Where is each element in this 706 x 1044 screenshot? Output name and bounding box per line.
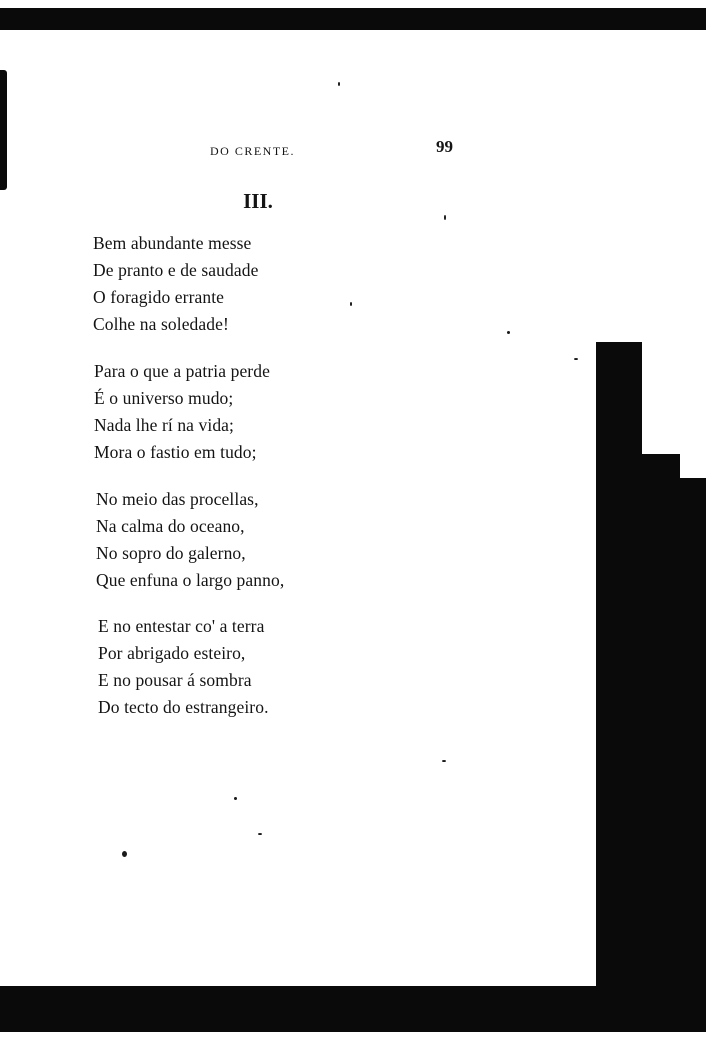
scan-speck <box>574 358 578 360</box>
poem-line: No meio das procellas, <box>96 489 259 509</box>
poem-line: Mora o fastio em tudo; <box>94 442 257 462</box>
poem-line: E no entestar co' a terra <box>98 616 265 636</box>
scan-top-border-strip <box>0 27 706 37</box>
scan-speck <box>444 215 446 220</box>
stanza <box>94 358 270 466</box>
scan-bottom-border <box>0 986 706 1032</box>
poem-line: Na calma do oceano, <box>96 516 245 536</box>
poem-line: Nada lhe rí na vida; <box>94 415 235 435</box>
scan-speck <box>507 331 510 334</box>
scan-right-edge-notch <box>596 342 642 432</box>
poem-line: É o universo mudo; <box>94 388 234 408</box>
poem-line: O foragido errante <box>93 287 225 307</box>
poem-line: De pranto e de saudade <box>93 260 259 280</box>
poem-line: Por abrigado esteiro, <box>98 643 246 663</box>
scan-speck <box>338 82 340 86</box>
scan-left-edge-shadow <box>0 70 7 190</box>
scan-right-edge-gap <box>642 342 706 454</box>
section-number: III. <box>243 189 273 213</box>
poem-line: Bem abundante messe <box>93 233 252 253</box>
poem-line: Colhe na soledade! <box>93 314 229 334</box>
stanza <box>93 230 258 338</box>
running-head: DO CRENTE. <box>210 144 295 158</box>
poem-line: E no pousar á sombra <box>98 670 252 690</box>
scan-speck <box>122 851 127 857</box>
page-number: 99 <box>436 137 453 156</box>
scan-speck <box>350 302 352 306</box>
scan-speck <box>258 833 262 835</box>
scan-speck <box>234 797 237 800</box>
poem-line: No sopro do galerno, <box>96 543 246 563</box>
stanza <box>98 613 269 721</box>
stanza <box>96 486 284 594</box>
poem-line: Que enfuna o largo panno, <box>96 570 285 590</box>
scan-speck <box>442 760 446 762</box>
scan-right-edge-gap-lower <box>680 454 706 478</box>
poem-line: Do tecto do estrangeiro. <box>98 697 269 717</box>
poem-line: Para o que a patria perde <box>94 361 270 381</box>
